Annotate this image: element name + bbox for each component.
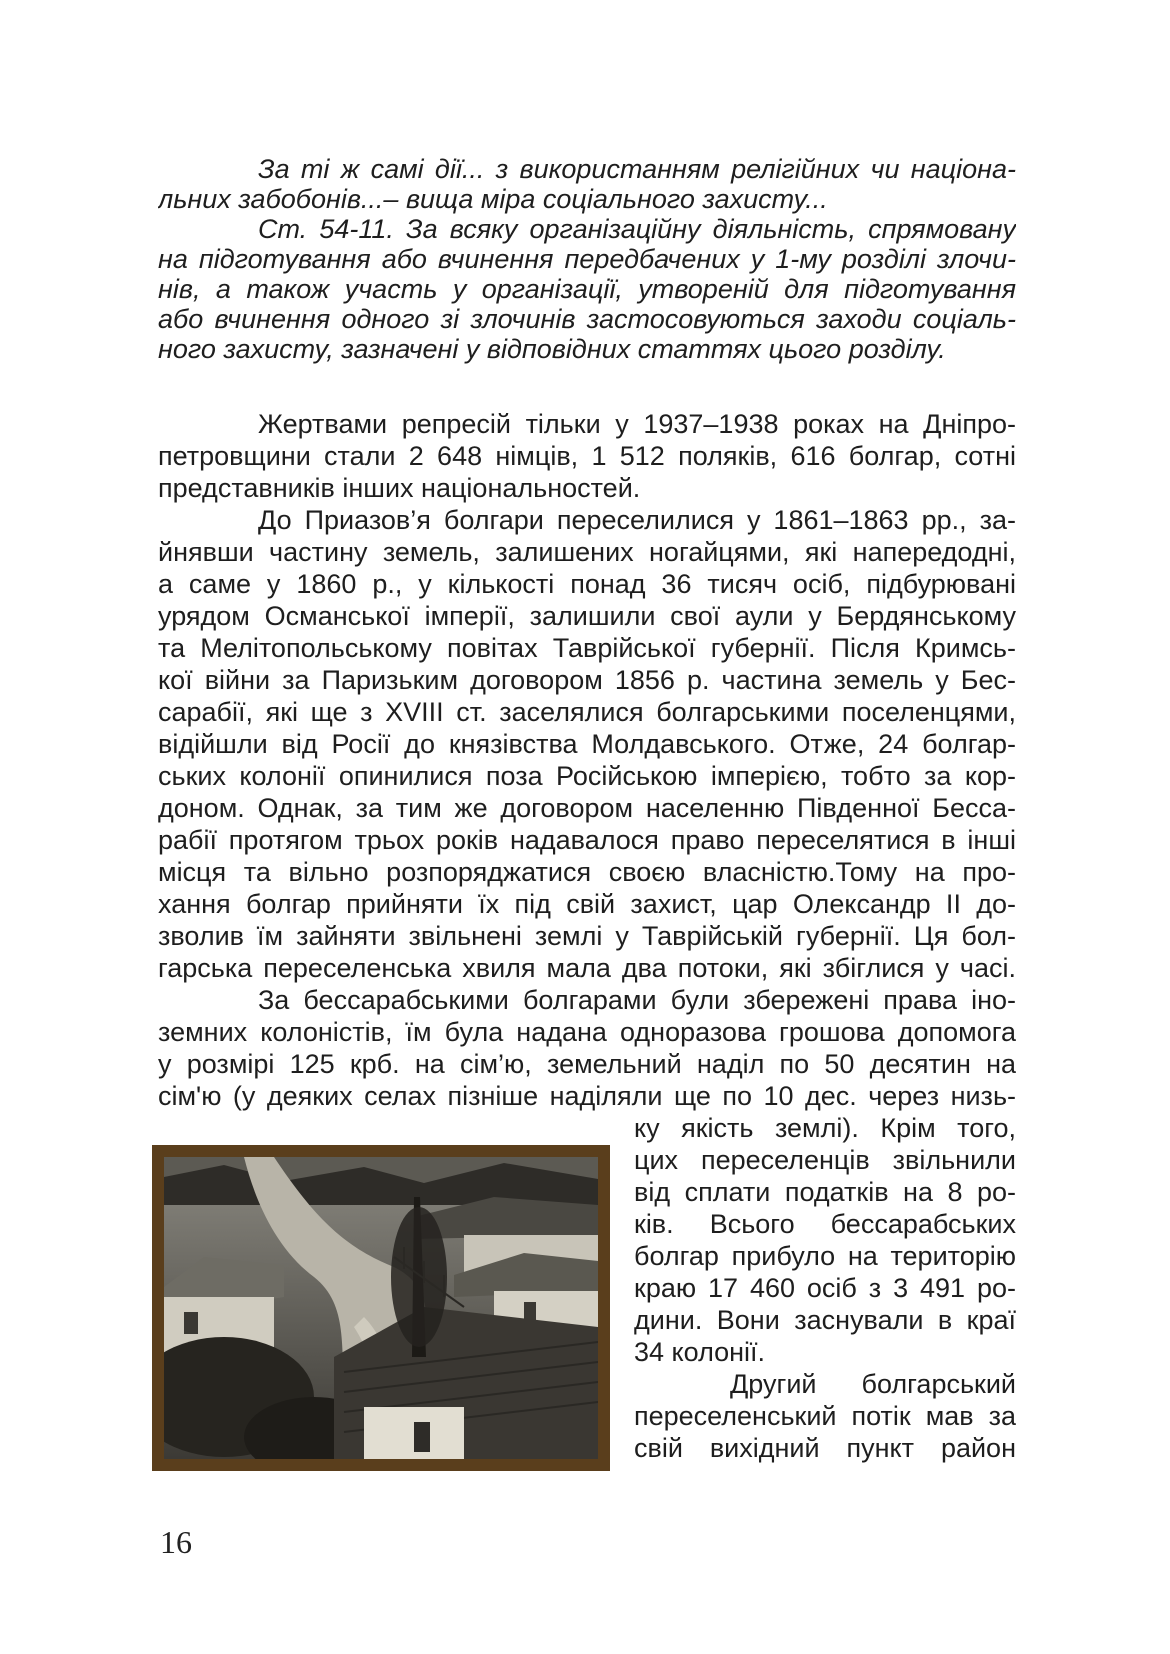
body-line: болгар прибуло на територію [634, 1241, 1016, 1271]
body-line: у розмірі 125 крб. на сім’ю, земельний наділ по 50 десятин на [158, 1049, 1016, 1079]
quote-line: Ст. 54-11. За всяку організаційну діяльність, спрямовану [258, 214, 1016, 244]
body-line: ських колонії опинилися поза Російською імперією, тобто за кор- [158, 761, 1016, 791]
body-line: кої війни за Паризьким договором 1856 р. частина земель у Бес- [158, 665, 1016, 695]
body-line: хання болгар прийняти їх під свій захист, цар Олександр ІІ до- [158, 889, 1016, 919]
quote-line: на підготування або вчинення передбачених у 1-му розділі злочи- [158, 244, 1016, 274]
body-line: рабії протягом трьох років надавалося право переселятися в інші [158, 825, 1016, 855]
body-line: та Мелітопольському повітах Таврійської губернії. Після Кримсь- [158, 633, 1016, 663]
body-line: цих переселенців звільнили [634, 1145, 1016, 1175]
body-line: доном. Однак, за тим же договором населенню Південної Бесса- [158, 793, 1016, 823]
body-line: від сплати податків на 8 ро- [634, 1177, 1016, 1207]
body-line: представників інших національностей. [158, 473, 641, 503]
body-line: краю 17 460 осіб з 3 491 ро- [634, 1273, 1016, 1303]
body-line: сім'ю (у деяких селах пізніше наділяли ще по 10 дес. через низь- [158, 1081, 1016, 1111]
quote-line: ного захисту, зазначені у відповідних статтях цього розділу. [158, 334, 946, 364]
body-line: гарська переселенська хвиля мала два потоки, які збіглися у часі. [158, 953, 1016, 983]
body-line: За бессарабськими болгарами були збережені права іно- [258, 985, 1016, 1015]
quote-line: льних забобонів...– вища міра соціального захисту... [158, 184, 828, 214]
body-line: ків. Всього бессарабських [634, 1209, 1016, 1239]
body-line: урядом Османської імперії, залишили свої аули у Бердянському [158, 601, 1016, 631]
body-line: а саме у 1860 р., у кількості понад 36 тисяч осіб, підбурювані [158, 569, 1016, 599]
body-line: ку якість землі). Крім того, [634, 1113, 1016, 1143]
body-line: переселенський потік мав за [634, 1401, 1016, 1431]
quote-line: або вчинення одного зі злочинів застосовуються заходи соціаль- [158, 304, 1016, 334]
quote-line: За ті ж самі дії... з використанням релігійних чи націона- [258, 154, 1016, 184]
body-line: відійшли від Росії до князівства Молдавського. Отже, 24 болгар- [158, 729, 1016, 759]
body-line: зволив їм зайняти звільнені землі у Таврійській губернії. Ця бол- [158, 921, 1016, 951]
body-line: місця та вільно розпоряджатися своєю власністю.Тому на про- [158, 857, 1016, 887]
village-photo [152, 1145, 610, 1471]
body-line: дини. Вони заснували в краї [634, 1305, 1016, 1335]
body-line: йнявши частину земель, залишених ногайцями, які напередодні, [158, 537, 1016, 567]
page-number: 16 [160, 1524, 192, 1560]
body-line: До Приазов’я болгари переселилися у 1861–1863 рр., за- [258, 505, 1016, 535]
body-line: свій вихідний пункт район [634, 1433, 1016, 1463]
body-line: 34 колонії. [634, 1337, 766, 1367]
body-line: Жертвами репресій тільки у 1937–1938 роках на Дніпро- [258, 409, 1016, 439]
body-line: петровщини стали 2 648 німців, 1 512 поляків, 616 болгар, сотні [158, 441, 1016, 471]
body-line: Другий болгарський [730, 1369, 1016, 1399]
quote-line: нів, а також участь у організації, утвореній для підготування [158, 274, 1016, 304]
body-line: сарабії, які ще з XVIII ст. заселялися болгарськими поселенцями, [158, 697, 1016, 727]
body-line: земних колоністів, їм була надана одноразова грошова допомога [158, 1017, 1016, 1047]
